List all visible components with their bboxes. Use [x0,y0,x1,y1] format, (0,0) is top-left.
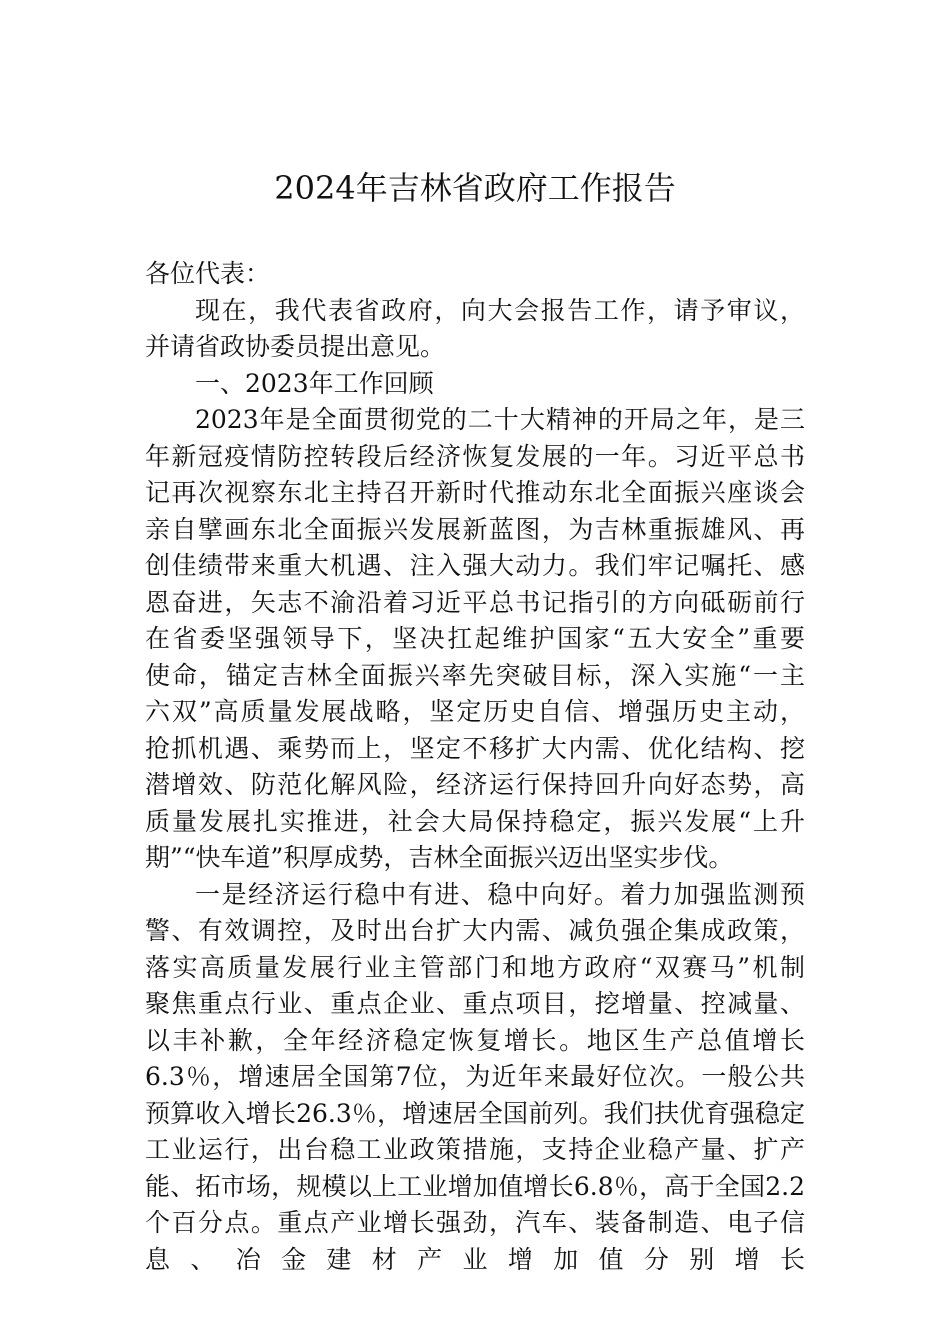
paragraph-line: 潜增效、防范化解风险，经济运行保持回升向好态势，高 [145,770,805,799]
paragraph-line: 创佳绩带来重大机遇、注入强大动力。我们牢记嘱托、感 [145,551,805,580]
paragraph-line: 聚焦重点行业、重点企业、重点项目，挖增量、控减量、 [145,989,805,1018]
paragraph-line: 抢抓机遇、乘势而上，坚定不移扩大内需、优化结构、挖 [145,733,805,763]
paragraph-line: 以丰补歉，全年经济稳定恢复增长。地区生产总值增长 [145,1025,805,1055]
paragraph-line: 落实高质量发展行业主管部门和地方政府“双赛马”机制 [145,952,805,982]
paragraph-line: 期”“快车道”积厚成势，吉林全面振兴迈出坚实步伐。 [145,843,734,872]
paragraph-line: 年新冠疫情防控转段后经济恢复发展的一年。习近平总书 [145,441,805,471]
paragraph-line: 恩奋进，矢志不渝沿着习近平总书记指引的方向砥砺前行 [145,587,805,617]
paragraph-line: 各位代表： [145,259,271,288]
paragraph-line: 记再次视察东北主持召开新时代推动东北全面振兴座谈会 [145,478,805,507]
paragraph-line: 质量发展扎实推进，社会大局保持稳定，振兴发展“上升 [145,806,805,836]
paragraph-line: 2023年是全面贯彻党的二十大精神的开局之年，是三 [195,405,805,434]
paragraph-line: 个百分点。重点产业增长强劲，汽车、装备制造、电子信 [145,1208,805,1237]
paragraph-line: 工业运行，出台稳工业政策措施，支持企业稳产量、扩产 [145,1135,805,1164]
paragraph-line: 一是经济运行稳中有进、稳中向好。着力加强监测预 [195,879,805,909]
paragraph-line: 6.3％，增速居全国第7位，为近年来最好位次。一般公共 [145,1062,805,1091]
paragraph-line: 在省委坚强领导下，坚决扛起维护国家“五大安全”重要 [145,624,805,653]
paragraph-line: 使命，锚定吉林全面振兴率先突破目标，深入实施“一主 [145,660,805,690]
paragraph-line: 能、拓市场，规模以上工业增加值增长6.8％，高于全国2.2 [145,1171,805,1201]
paragraph-line: 六双”高质量发展战略，坚定历史自信、增强历史主动， [145,697,805,726]
document-body [145,256,805,1278]
paragraph-line: 亲自擘画东北全面振兴发展新蓝图，为吉林重振雄风、再 [145,514,805,544]
paragraph-line: 预算收入增长26.3％，增速居全国前列。我们扶优育强稳定 [145,1098,805,1128]
paragraph-line: 息、冶金建材产业增加值分别增长 [145,1244,805,1274]
paragraph-line: 现在，我代表省政府，向大会报告工作，请予审议， [195,295,805,325]
paragraph-line: 警、有效调控，及时出台扩大内需、减负强企集成政策， [145,916,805,945]
paragraph-line: 一、2023年工作回顾 [195,368,434,398]
paragraph-line: 并请省政协委员提出意见。 [145,332,446,361]
document-title: 2024年吉林省政府工作报告 [274,169,676,207]
